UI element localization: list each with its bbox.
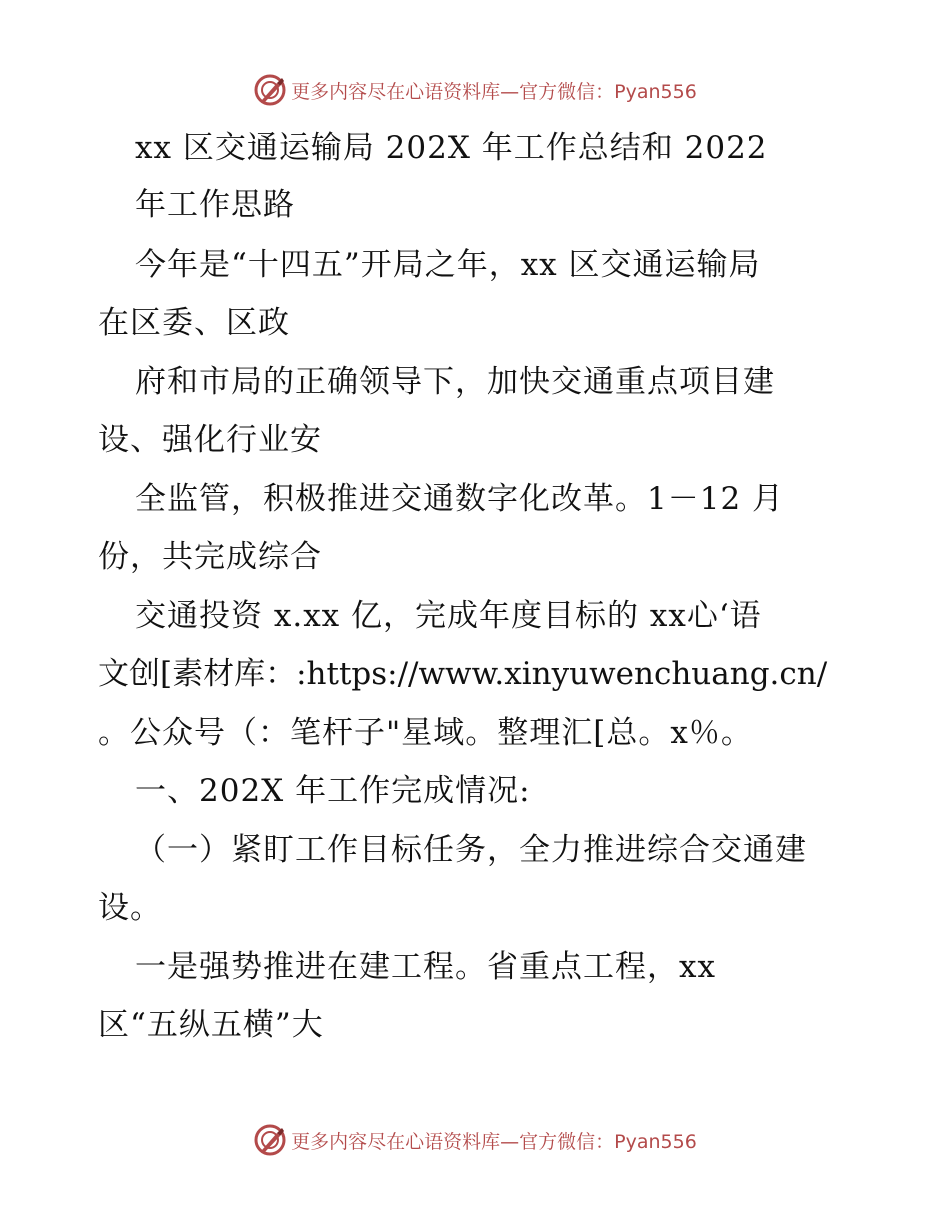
doc-line: 府和市局的正确领导下，加快交通重点项目建 bbox=[135, 364, 775, 400]
doc-line: 一是强势推进在建工程。省重点工程，xx bbox=[135, 949, 716, 985]
watermark-banner-bottom bbox=[0, 1120, 950, 1160]
doc-line: 。公众号（：笔杆子"星域。整理汇[总。x％。 bbox=[98, 715, 753, 751]
doc-line: 文创[素材库：:https://www.xinyuwenchuang.cn/ bbox=[98, 656, 828, 692]
doc-title-line-2: 年工作思路 bbox=[135, 187, 295, 223]
doc-line: 今年是“十四五”开局之年，xx 区交通运输局 bbox=[135, 247, 761, 283]
doc-line: 设。 bbox=[98, 890, 162, 926]
subsection-heading: （一）紧盯工作目标任务，全力推进综合交通建 bbox=[135, 832, 807, 868]
doc-line: 设、强化行业安 bbox=[98, 422, 322, 458]
doc-title-line-1: xx 区交通运输局 202X 年工作总结和 2022 bbox=[135, 130, 768, 166]
watermark-banner-top bbox=[0, 70, 950, 110]
pen-seal-icon bbox=[253, 1123, 287, 1157]
pen-seal-icon bbox=[253, 73, 287, 107]
watermark-text: 更多内容尽在心语资料库—官方微信：Pyan556 bbox=[291, 80, 697, 103]
doc-line: 区“五纵五横”大 bbox=[98, 1007, 324, 1043]
doc-line: 份，共完成综合 bbox=[98, 539, 322, 575]
doc-line: 全监管，积极推进交通数字化改革。1－12 月 bbox=[135, 481, 785, 517]
doc-line: 交通投资 x.xx 亿，完成年度目标的 xx心‘语 bbox=[135, 598, 762, 634]
section-heading: 一、202X 年工作完成情况: bbox=[135, 773, 531, 809]
watermark-text: 更多内容尽在心语资料库—官方微信：Pyan556 bbox=[291, 1130, 697, 1153]
doc-line: 在区委、区政 bbox=[98, 305, 290, 341]
